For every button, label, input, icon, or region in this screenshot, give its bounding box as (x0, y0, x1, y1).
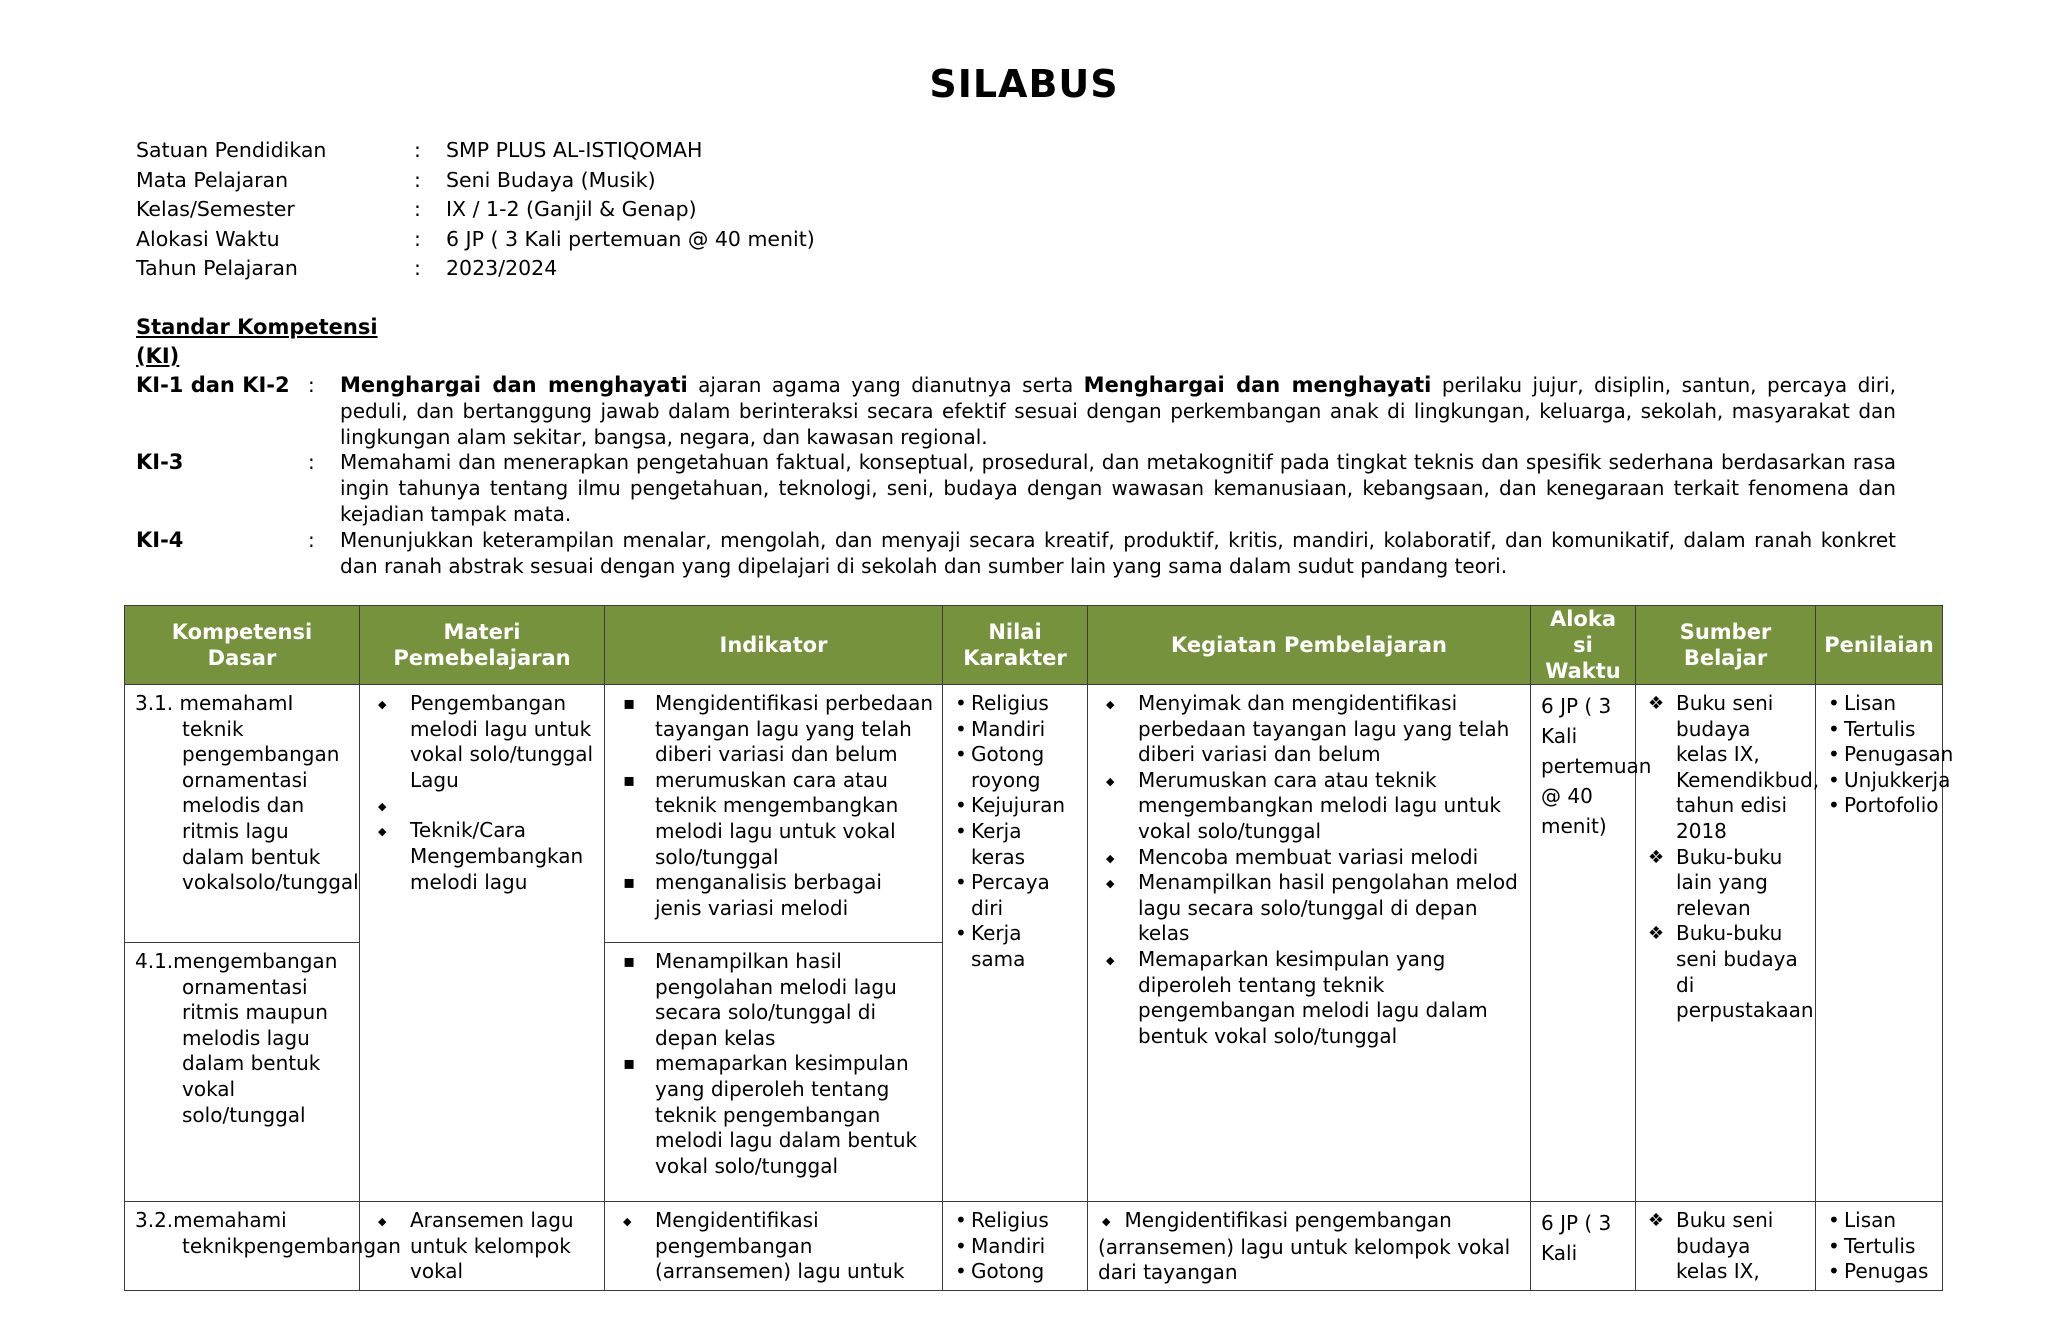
list-item: ▪ Menampilkan hasil pengolahan melodi lagu secara solo/tunggal di depan kelas (615, 949, 934, 1051)
kegiatan-cell (1088, 1202, 1531, 1291)
list-item: ◆ Mencoba membuat variasi melodi (1098, 845, 1522, 871)
table-row (125, 1202, 1943, 1291)
ki-separator: : (308, 450, 315, 475)
ki-emphasis: Menghargai dan menghayati (1083, 373, 1432, 397)
indikator-list (615, 1208, 934, 1285)
meta-row (136, 166, 1036, 196)
diamond-icon: ◆ (1102, 1215, 1111, 1228)
list-item: • Penugas (1826, 1259, 1934, 1285)
list-item: • Tertulis (1826, 717, 1934, 743)
meta-separator: : (414, 138, 421, 162)
ki-text (340, 373, 1896, 450)
ki-row (136, 528, 1896, 580)
table-header-row (125, 606, 1943, 685)
sumber-cell (1636, 1202, 1816, 1291)
meta-key: Tahun Pelajaran (136, 256, 298, 280)
indikator-cell (605, 1202, 943, 1291)
standar-kompetensi-heading: Standar Kompetensi (KI) (136, 315, 378, 368)
meta-value: 2023/2024 (446, 256, 558, 280)
list-item: ▪ Mengidentifikasi perbedaan tayangan lagu yang telah diberi variasi dan belum (615, 691, 934, 768)
list-item: • Religius (953, 1208, 1079, 1234)
list-spacer (370, 793, 596, 818)
list-item: • Religius (953, 691, 1079, 717)
nilai-list (953, 691, 1079, 973)
meta-key: Mata Pelajaran (136, 167, 289, 192)
meta-separator: : (414, 167, 421, 192)
meta-row (136, 195, 1036, 225)
ki-row (136, 373, 1896, 450)
list-item: • Kejujuran (953, 793, 1079, 819)
list-item: ◆ Mengidentifikasi pengembangan (arransemen) lagu untuk (615, 1208, 934, 1285)
header-alokasi-waktu: Aloka si Waktu (1531, 606, 1636, 685)
ki-key: KI-3 (136, 450, 184, 475)
meta-value: IX / 1-2 (Ganjil & Genap) (446, 197, 697, 221)
materi-cell (360, 685, 605, 1202)
kd-number: 3.1. memahamI (135, 691, 294, 715)
list-item: ❖ Buku-buku seni budaya di perpustakaan (1646, 921, 1807, 1023)
kd-number: 3.2.memahami (135, 1208, 287, 1232)
list-item: • Percaya diri (953, 870, 1079, 921)
nilai-cell (943, 685, 1088, 1202)
meta-key: Kelas/Semester (136, 197, 295, 221)
list-item: ❖ Buku seni budaya kelas IX, Kemendikbud, tahun edisi 2018 (1646, 691, 1807, 845)
indikator-list (615, 949, 934, 1179)
ki-text: Menunjukkan keterampilan menalar, mengolah, dan menyaji secara kreatif, produktif, kritis, mandiri, kolaboratif, dan komunikatif, dalam ranah konkret dan ranah abstrak sesuai dengan yang dipelajari di sekolah dan sumber lain yang sama dalam sudut pandang teori. (340, 527, 1896, 578)
indikator-cell (605, 685, 943, 943)
meta-value: Seni Budaya (Musik) (446, 167, 656, 192)
meta-separator: : (414, 256, 421, 280)
list-item: ◆ Merumuskan cara atau teknik mengembangkan melodi lagu untuk vokal solo/tunggal (1098, 768, 1522, 845)
ki-text-part: perilaku jujur, disiplin, santun, percaya diri, peduli, dan bertanggung jawab dalam berinteraksi secara efektif sesuai dengan perkembangan anak di lingkungan, keluarga, sekolah, masyarakat dan lingkungan alam sekitar, bangsa, negara, dan kawasan regional. (340, 373, 1896, 449)
list-item: ❖ Buku-buku lain yang relevan (1646, 845, 1807, 922)
ki-key: KI-1 dan KI-2 (136, 373, 290, 397)
list-item: ◆ Menyimak dan mengidentifikasi perbedaan tayangan lagu yang telah diberi variasi dan belum (1098, 691, 1522, 768)
ki-emphasis: Menghargai dan menghayati (340, 373, 688, 397)
indikator-list (615, 691, 934, 921)
list-item: ▪ memaparkan kesimpulan yang diperoleh tentang teknik pengembangan melodi lagu dalam bentuk vokal solo/tunggal (615, 1051, 934, 1179)
header-sumber-belajar: Sumber Belajar (1636, 606, 1816, 685)
penilaian-list (1826, 1208, 1934, 1285)
kegiatan-text: Mengidentifikasi pengembangan (arransemen) lagu untuk kelompok vokal dari tayangan (1098, 1208, 1511, 1285)
kd-text: ornamentasi ritmis maupun melodis lagu dalam bentuk vokal solo/tunggal (182, 974, 328, 1127)
kd-text: teknik pengembangan ornamentasi melodis dan ritmis lagu dalam bentuk vokalsolo/tunggal (182, 716, 359, 895)
meta-key: Alokasi Waktu (136, 226, 280, 251)
document-title: SILABUS (929, 62, 1119, 106)
table-row (125, 685, 1943, 943)
kegiatan-list (1098, 691, 1522, 1049)
list-item: • Gotong (953, 1259, 1079, 1285)
materi-cell (360, 1202, 605, 1291)
ki-separator: : (308, 373, 315, 397)
ki-row (136, 450, 1896, 527)
list-item: • Lisan (1826, 691, 1934, 717)
materi-list (370, 691, 596, 895)
meta-value: SMP PLUS AL-ISTIQOMAH (446, 138, 703, 162)
list-item: ❖ Buku seni budaya kelas IX, (1646, 1208, 1807, 1285)
header-indikator: Indikator (605, 606, 943, 685)
sumber-list (1646, 1208, 1807, 1285)
identity-block (136, 136, 1036, 284)
kegiatan-cell (1088, 685, 1531, 1202)
meta-row (136, 225, 1036, 255)
indikator-cell (605, 943, 943, 1202)
meta-row (136, 136, 1036, 166)
kd-cell (125, 685, 360, 943)
meta-separator: : (414, 197, 421, 221)
penilaian-cell (1816, 1202, 1943, 1291)
meta-key: Satuan Pendidikan (136, 138, 327, 162)
nilai-cell (943, 1202, 1088, 1291)
penilaian-cell (1816, 685, 1954, 1202)
list-item: ◆ Aransemen lagu untuk kelompok vokal (370, 1208, 596, 1285)
list-item: ▪ merumuskan cara atau teknik mengembangkan melodi lagu untuk vokal solo/tunggal (615, 768, 934, 870)
alokasi-cell: 6 JP ( 3 Kali (1531, 1202, 1636, 1291)
materi-list (370, 1208, 596, 1285)
header-kompetensi-dasar: Kompetensi Dasar (125, 606, 360, 685)
list-item: • Gotong royong (953, 742, 1079, 793)
list-item: • Tertulis (1826, 1234, 1934, 1260)
list-item: ◆ Menampilkan hasil pengolahan melod lagu secara solo/tunggal di depan kelas (1098, 870, 1522, 947)
list-item: • Lisan (1826, 1208, 1934, 1234)
ki-key: KI-4 (136, 527, 184, 552)
alokasi-cell: 6 JP ( 3 Kali pertemuan @ 40 menit) (1531, 685, 1636, 1202)
list-item: ◆ Memaparkan kesimpulan yang diperoleh tentang teknik pengembangan melodi lagu dalam bentuk vokal solo/tunggal (1098, 947, 1522, 1049)
list-item: • Portofolio (1826, 793, 1934, 819)
header-nilai-karakter: Nilai Karakter (943, 606, 1088, 685)
list-item: ◆ Pengembangan melodi lagu untuk vokal solo/tunggal Lagu (370, 691, 596, 793)
meta-value: 6 JP ( 3 Kali pertemuan @ 40 menit) (446, 226, 815, 251)
syllabus-table (124, 605, 1954, 1291)
meta-row (136, 254, 1036, 284)
list-item: • Kerja keras (953, 819, 1079, 870)
sumber-list (1646, 691, 1820, 1024)
ki-separator: : (308, 527, 315, 552)
kd-text: teknikpengembangan (182, 1233, 401, 1258)
list-item: • Unjukkerja (1826, 768, 1934, 794)
kd-cell (125, 943, 360, 1202)
ki-text: Memahami dan menerapkan pengetahuan faktual, konseptual, prosedural, dan metakognitif pada tingkat teknis dan spesifik sederhana berdasarkan rasa ingin tahunya tentang ilmu pengetahuan, teknologi, seni, budaya dengan wawasan kemanusiaan, kebangsaan, dan kenegaraan terkait fenomena dan kejadian tampak mata. (340, 450, 1896, 526)
list-item: ▪ menganalisis berbagai jenis variasi melodi (615, 870, 934, 921)
header-penilaian: Penilaian (1816, 606, 1943, 685)
penilaian-list (1826, 691, 1954, 819)
kd-cell (125, 1202, 401, 1291)
list-item: • Penugasan (1826, 742, 1934, 768)
ki-list (136, 373, 1896, 579)
sumber-cell (1636, 685, 1820, 1202)
meta-separator: : (414, 226, 421, 251)
list-item: • Mandiri (953, 1234, 1079, 1260)
list-item: ◆ Teknik/Cara Mengembangkan melodi lagu (370, 818, 596, 895)
ki-text-part: ajaran agama yang dianutnya serta (687, 373, 1084, 397)
nilai-list (953, 1208, 1079, 1285)
header-kegiatan: Kegiatan Pembelajaran (1088, 606, 1531, 685)
header-materi: Materi Pemebelajaran (360, 606, 605, 685)
list-item: • Mandiri (953, 717, 1079, 743)
list-item: • Kerja sama (953, 921, 1079, 972)
kd-number: 4.1.mengembangan (135, 949, 338, 973)
